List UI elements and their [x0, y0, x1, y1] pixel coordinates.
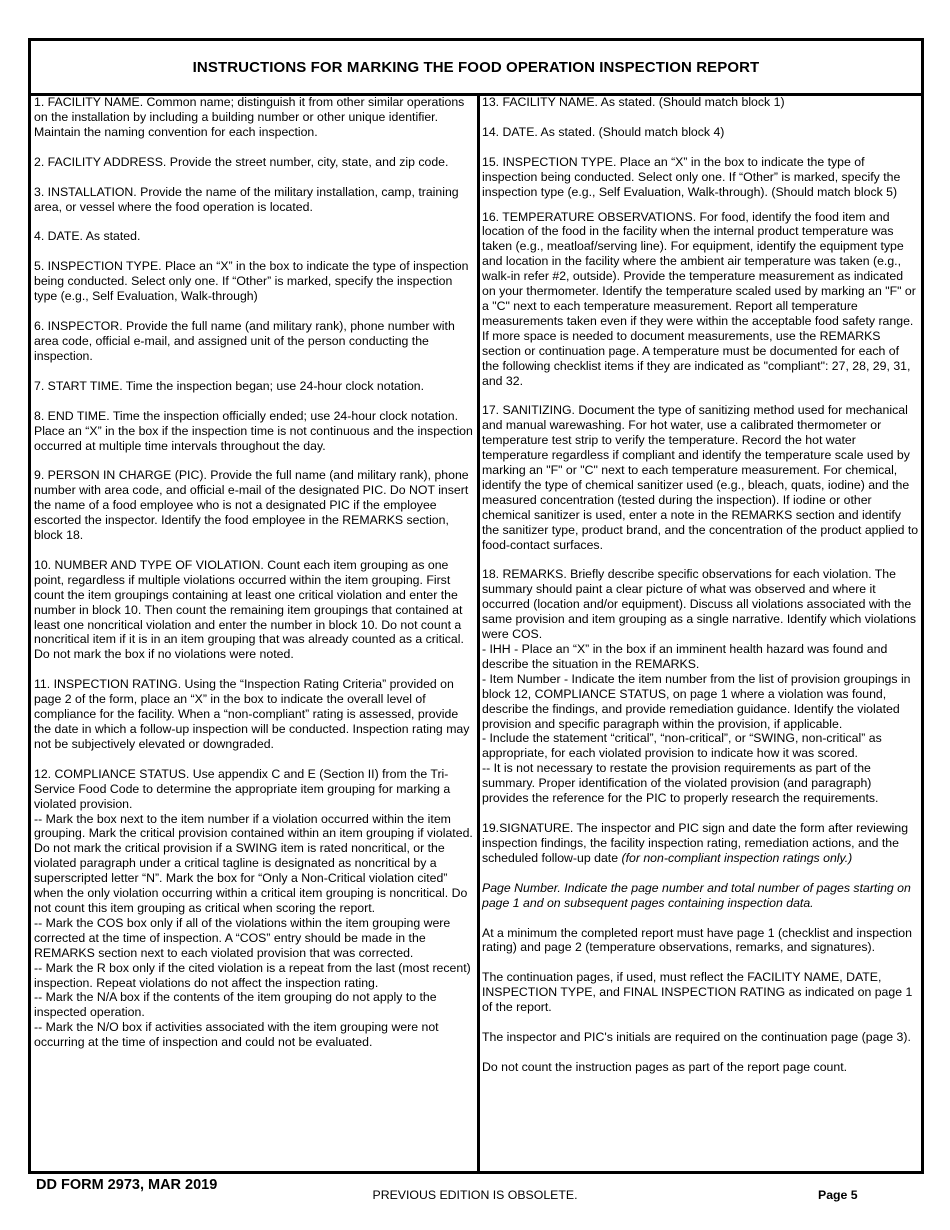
instruction-11-inspection-rating: 11. INSPECTION RATING. Using the “Inspection Rating Criteria” provided on page 2 of the form, place an “X” in the box to indicate the overall level of compliance for the facility. When a “non-compliant” rating is assessed, provide the date in which a follow-up inspection will be conducted. Inspection rating may not be subjectively elevated or downgraded.: [34, 677, 470, 751]
instruction-continuation-pages: The continuation pages, if used, must reflect the FACILITY NAME, DATE, INSPECTION TYPE, and FINAL INSPECTION RATING as indicated on page 1 of the report.: [482, 970, 913, 1015]
instruction-columns: [31, 93, 921, 1171]
instruction-15-inspection-type: 15. INSPECTION TYPE. Place an “X” in the box to indicate the type of inspection being conducted. Select only one. If “Other” is marked, specify the inspection type (e.g., Self Evaluation, Walk-through). (Should match block 5): [482, 154, 901, 199]
instruction-13-facility-name: 13. FACILITY NAME. As stated. (Should match block 1): [482, 95, 785, 109]
right-column: [480, 93, 921, 1171]
instruction-initials: The inspector and PIC's initials are required on the continuation page (page 3).: [482, 1030, 911, 1045]
instruction-14-date: 14. DATE. As stated. (Should match block 4): [482, 124, 725, 139]
instruction-6-inspector: 6. INSPECTOR. Provide the full name (and military rank), phone number with area code, official e-mail, and assigned unit of the person conducting the inspection.: [34, 319, 455, 363]
instruction-12-compliance-status: 12. COMPLIANCE STATUS. Use appendix C and E (Section II) from the Tri-Service Food Code to determine the appropriate item grouping for marking a violated provision. -- Mark the box next to the item number if a violation occurred within the item grouping. Mark the critical provision contained within an item grouping if violated. Do not mark the critical provision if a SWING item is rated noncritical, or the violated paragraph under a critical tagline is designated as noncritical by a superscripted letter “N”. Mark the box for “Only a Non-Critical violation cited” when the only violation occurring within a critical item grouping is noncritical. Do not count this item grouping as critical when scoring the report. -- Mark the COS box only if all of the violations within the item grouping were corrected at the time of inspection. A “COS” entry should be made in the REMARKS section next to each violated provision that was corrected. -- Mark the R box only if the cited violation is a repeat from the last (most recent) inspection. Repeat violations do not affect the inspection rating. -- Mark the N/A box if the contents of the item grouping do not apply to the inspected operation. -- Mark the N/O box if activities associated with the item grouping were not occurring at the time of inspection and could not be evaluated.: [34, 766, 473, 1050]
instruction-16-temperature: 16. TEMPERATURE OBSERVATIONS. For food, identify the food item and location of the food in the facility when the internal product temperature was taken (e.g., meatloaf/serving line). For equipment, identify the equipment type and location in the facility where the ambient air temperature was taken (e.g., walk-in refer #2, outside). Provide the temperature measurement as indicated on your thermometer. Identify the temperature scaled used by marking an "F" or a "C" next to each temperature measurement. Report all temperature measurements taken even if they were within the acceptable food safety range. If more space is needed to document measurements, use the REMARKS section or continuation page. A temperature must be documented for each of the following checklist items if they are indicated as "compliant": 27, 28, 29, 31, and 32.: [482, 209, 916, 388]
form-number: DD FORM 2973, MAR 2019: [36, 1177, 218, 1193]
instruction-19-signature: [482, 821, 919, 866]
form-frame: [28, 38, 924, 1174]
signature-note: (for non-compliant inspection ratings only.): [621, 850, 853, 865]
instruction-2-facility-address: 2. FACILITY ADDRESS. Provide the street number, city, state, and zip code.: [34, 154, 449, 169]
instruction-8-end-time: 8. END TIME. Time the inspection officially ended; use 24-hour clock notation. Place an “X” in the box if the inspection time is not continuous and the inspection occurred at multiple time intervals throughout the day.: [34, 408, 473, 453]
page-title: INSTRUCTIONS FOR MARKING THE FOOD OPERATION INSPECTION REPORT: [192, 58, 760, 76]
instruction-18-remarks: 18. REMARKS. Briefly describe specific observations for each violation. The summary should paint a clear picture of what was observed and where it occurred (location and/or equipment). Discuss all violations associated with the same provision and item grouping as a single narrative. Identify which violations were COS. - IHH - Place an “X” in the box if an imminent health hazard was found and describe the situation in the REMARKS. - Item Number - Indicate the item number from the list of provision groupings in block 12, COMPLIANCE STATUS, on page 1 where a violation was found, describe the findings, and provide remediation guidance. Identify the violated provision and specific paragraph within the provision, if applicable. - Include the statement “critical”, “non-critical”, or “SWING, non-critical” as appropriate, for each violated provision to indicate how it was scored. -- It is not necessary to restate the provision requirements as part of the summary. Proper identification of the violated provision (and paragraph) provides the reference for the PIC to properly research the requirements.: [482, 567, 917, 806]
instruction-minimum-report: At a minimum the completed report must have page 1 (checklist and inspection rating) and page 2 (temperature observations, remarks, and signatures).: [482, 925, 912, 955]
instruction-5-inspection-type: 5. INSPECTION TYPE. Place an “X” in the box to indicate the type of inspection being conducted. Select only one. If “Other” is marked, specify the inspection type (e.g., Self Evaluation, Walk-through): [34, 259, 469, 304]
instruction-7-start-time: 7. START TIME. Time the inspection began; use 24-hour clock notation.: [34, 378, 425, 393]
instruction-1-facility-name: 1. FACILITY NAME. Common name; distinguish it from other similar operations on the installation by including a building number or other unique identifier. Maintain the naming convention for each inspection.: [34, 95, 465, 139]
edition-notice: PREVIOUS EDITION IS OBSOLETE.: [372, 1188, 578, 1202]
instruction-3-installation: 3. INSTALLATION. Provide the name of the military installation, camp, training area, or vessel where the food operation is located.: [34, 184, 459, 214]
instruction-9-person-in-charge: 9. PERSON IN CHARGE (PIC). Provide the full name (and military rank), phone number with area code, and official e-mail of the designated PIC. Do NOT insert the name of a food employee who is not a designated PIC if the employee escorted the inspector. Identify the food employee in the REMARKS section, block 18.: [34, 468, 469, 543]
instruction-10-violations: 10. NUMBER AND TYPE OF VIOLATION. Count each item grouping as one point, regardless if multiple violations occurred within the item grouping. First count the item groupings containing at least one critical violation and enter the number in block 10. Then count the remaining item groupings that contained at least one noncritical violation and enter the number in block 10. Do not count a noncritical item if it is in an item grouping that was already counted as a critical. Do not mark the box if no violations were noted.: [34, 557, 464, 662]
signature-text: 19.SIGNATURE. The inspector and PIC sign and date the form after reviewing inspection findings, the facility inspection rating, remediation actions, and the scheduled follow-up date: [482, 820, 909, 865]
instruction-17-sanitizing: 17. SANITIZING. Document the type of sanitizing method used for mechanical and manual warewashing. For hot water, use a calibrated thermometer or temperature test strip to verify the temperature. Record the hot water temperature regardless if compliant and identify the temperature scale used by marking an "F" or "C" next to each temperature measurement. For chemical, identify the type of chemical sanitizer used (e.g., bleach, quats, iodine) and the measured concentration (tested during the inspection). If iodine or other chemical sanitizer is used, enter a note in the REMARKS section and identify the sanitizer type, product brand, and the concentration of the product applied to food-contact surfaces.: [482, 403, 919, 552]
title-bar: [31, 41, 921, 96]
page-number: Page 5: [818, 1188, 858, 1202]
instruction-page-number: Page Number. Indicate the page number and total number of pages starting on page 1 and on subsequent pages containing inspection data.: [482, 880, 911, 910]
instruction-page-count: Do not count the instruction pages as part of the report page count.: [482, 1059, 848, 1074]
instruction-4-date: 4. DATE. As stated.: [34, 229, 141, 244]
left-column: [31, 93, 480, 1171]
